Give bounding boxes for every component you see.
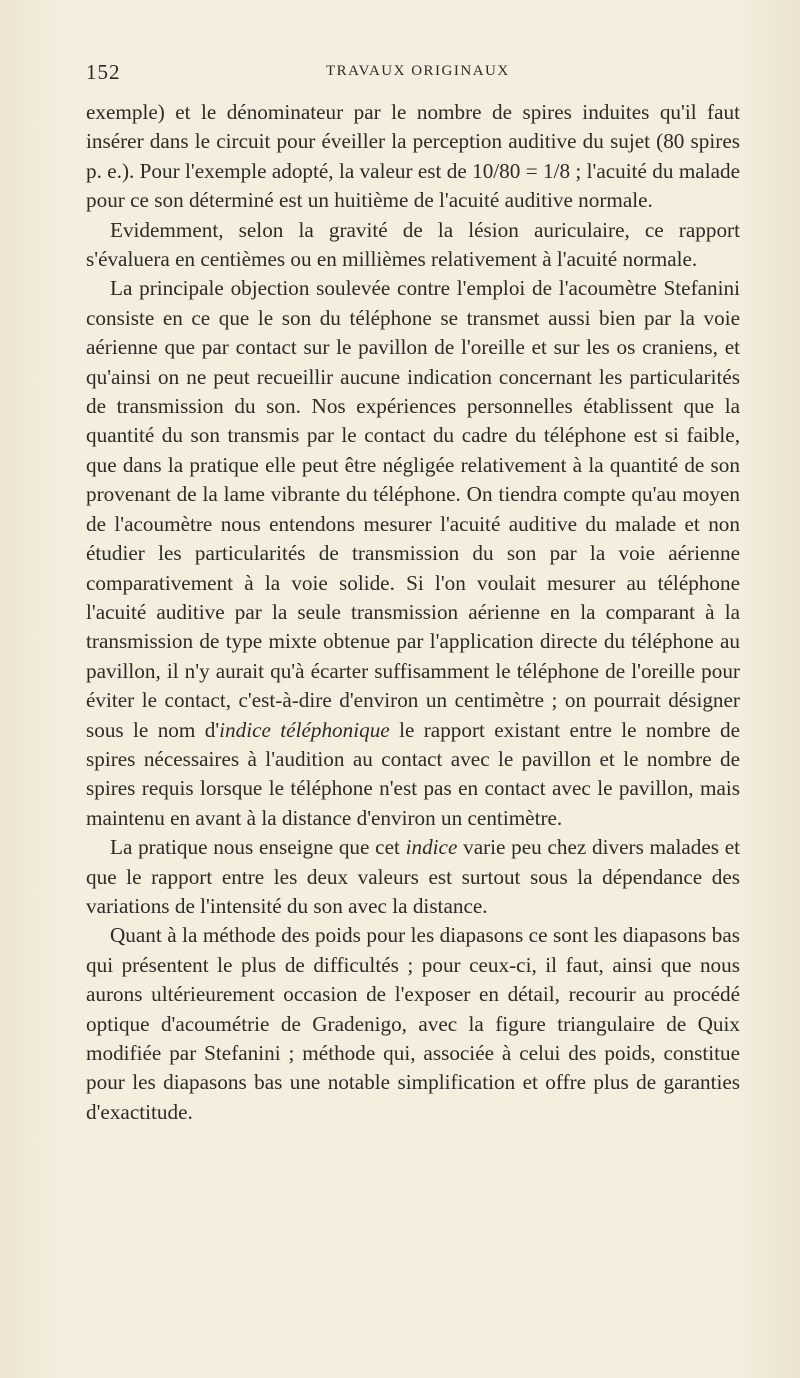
indice-telephonique-term: indice téléphonique	[219, 717, 390, 742]
paragraph-2: Evidemment, selon la gravité de la lésion auriculaire, ce rapport s'évaluera en centièmes ou en millièmes relativement à l'acuité normale.	[86, 217, 740, 272]
indice-term: indice	[405, 835, 458, 860]
body-text	[86, 98, 740, 1127]
running-title: TRAVAUX ORIGINAUX	[326, 63, 510, 79]
paragraph-1: exemple) et le dénominateur par le nombre de spires induites qu'il faut insérer dans le circuit pour éveiller la perception auditive du sujet (80 spires p. e.). Pour l'exemple adopté, la valeur est de 10/80 = 1/8 ; l'acuité du malade pour ce son déterminé est un huitième de l'acuité auditive normale.	[86, 100, 740, 213]
paragraph-4: La pratique nous enseigne que cet indice varie peu chez divers malades et que le rapport entre les deux valeurs est surtout sous la dépendance des variations de l'intensité du son avec la distance.	[86, 835, 740, 918]
page-number: 152	[86, 60, 121, 84]
running-head	[86, 60, 740, 84]
paragraph-3: La principale objection soulevée contre l'emploi de l'acoumètre Stefanini consiste en ce que le son du téléphone se transmet aussi bien par la voie aérienne que par contact sur le pavillon de l'oreille et sur les os craniens, et qu'ainsi on ne peut recueillir aucune indication concernant les particularités de transmission du son. Nos expériences personnelles établissent que la quantité du son transmis par le contact du cadre du téléphone est si faible, que dans la pratique elle peut être négligée relativement à la quantité de son provenant de la lame vibrante du téléphone. On tiendra compte qu'au moyen de l'acoumètre nous entendons mesurer l'acuité auditive du malade et non étudier les particularités de transmission du son par la voie aérienne comparativement à la voie solide. Si l'on voulait mesurer au téléphone l'acuité auditive par la seule transmission aérienne en la comparant à la transmission de type mixte obtenue par l'application directe du téléphone au pavillon, il n'y aurait qu'à écarter suffisamment le téléphone de l'oreille pour éviter le contact, c'est-à-dire d'environ un centimètre ; on pourrait désigner sous le nom d'indice téléphonique le rapport existant entre le nombre de spires nécessaires à l'audition au contact avec le pavillon et le nombre de spires requis lorsque le téléphone n'est pas en contact avec le pavillon, mais maintenu en avant à la distance d'environ un centimètre.	[86, 276, 740, 830]
paragraph-5: Quant à la méthode des poids pour les diapasons ce sont les diapasons bas qui présentent le plus de difficultés ; pour ceux-ci, il faut, ainsi que nous aurons ultérieurement occasion de l'exposer en détail, recourir au procédé optique d'acoumétrie de Gradenigo, avec la figure triangulaire de Quix modifiée par Stefanini ; méthode qui, associée à celui des poids, constitue pour les diapasons bas une notable simplification et offre plus de garanties d'exactitude.	[86, 923, 740, 1124]
